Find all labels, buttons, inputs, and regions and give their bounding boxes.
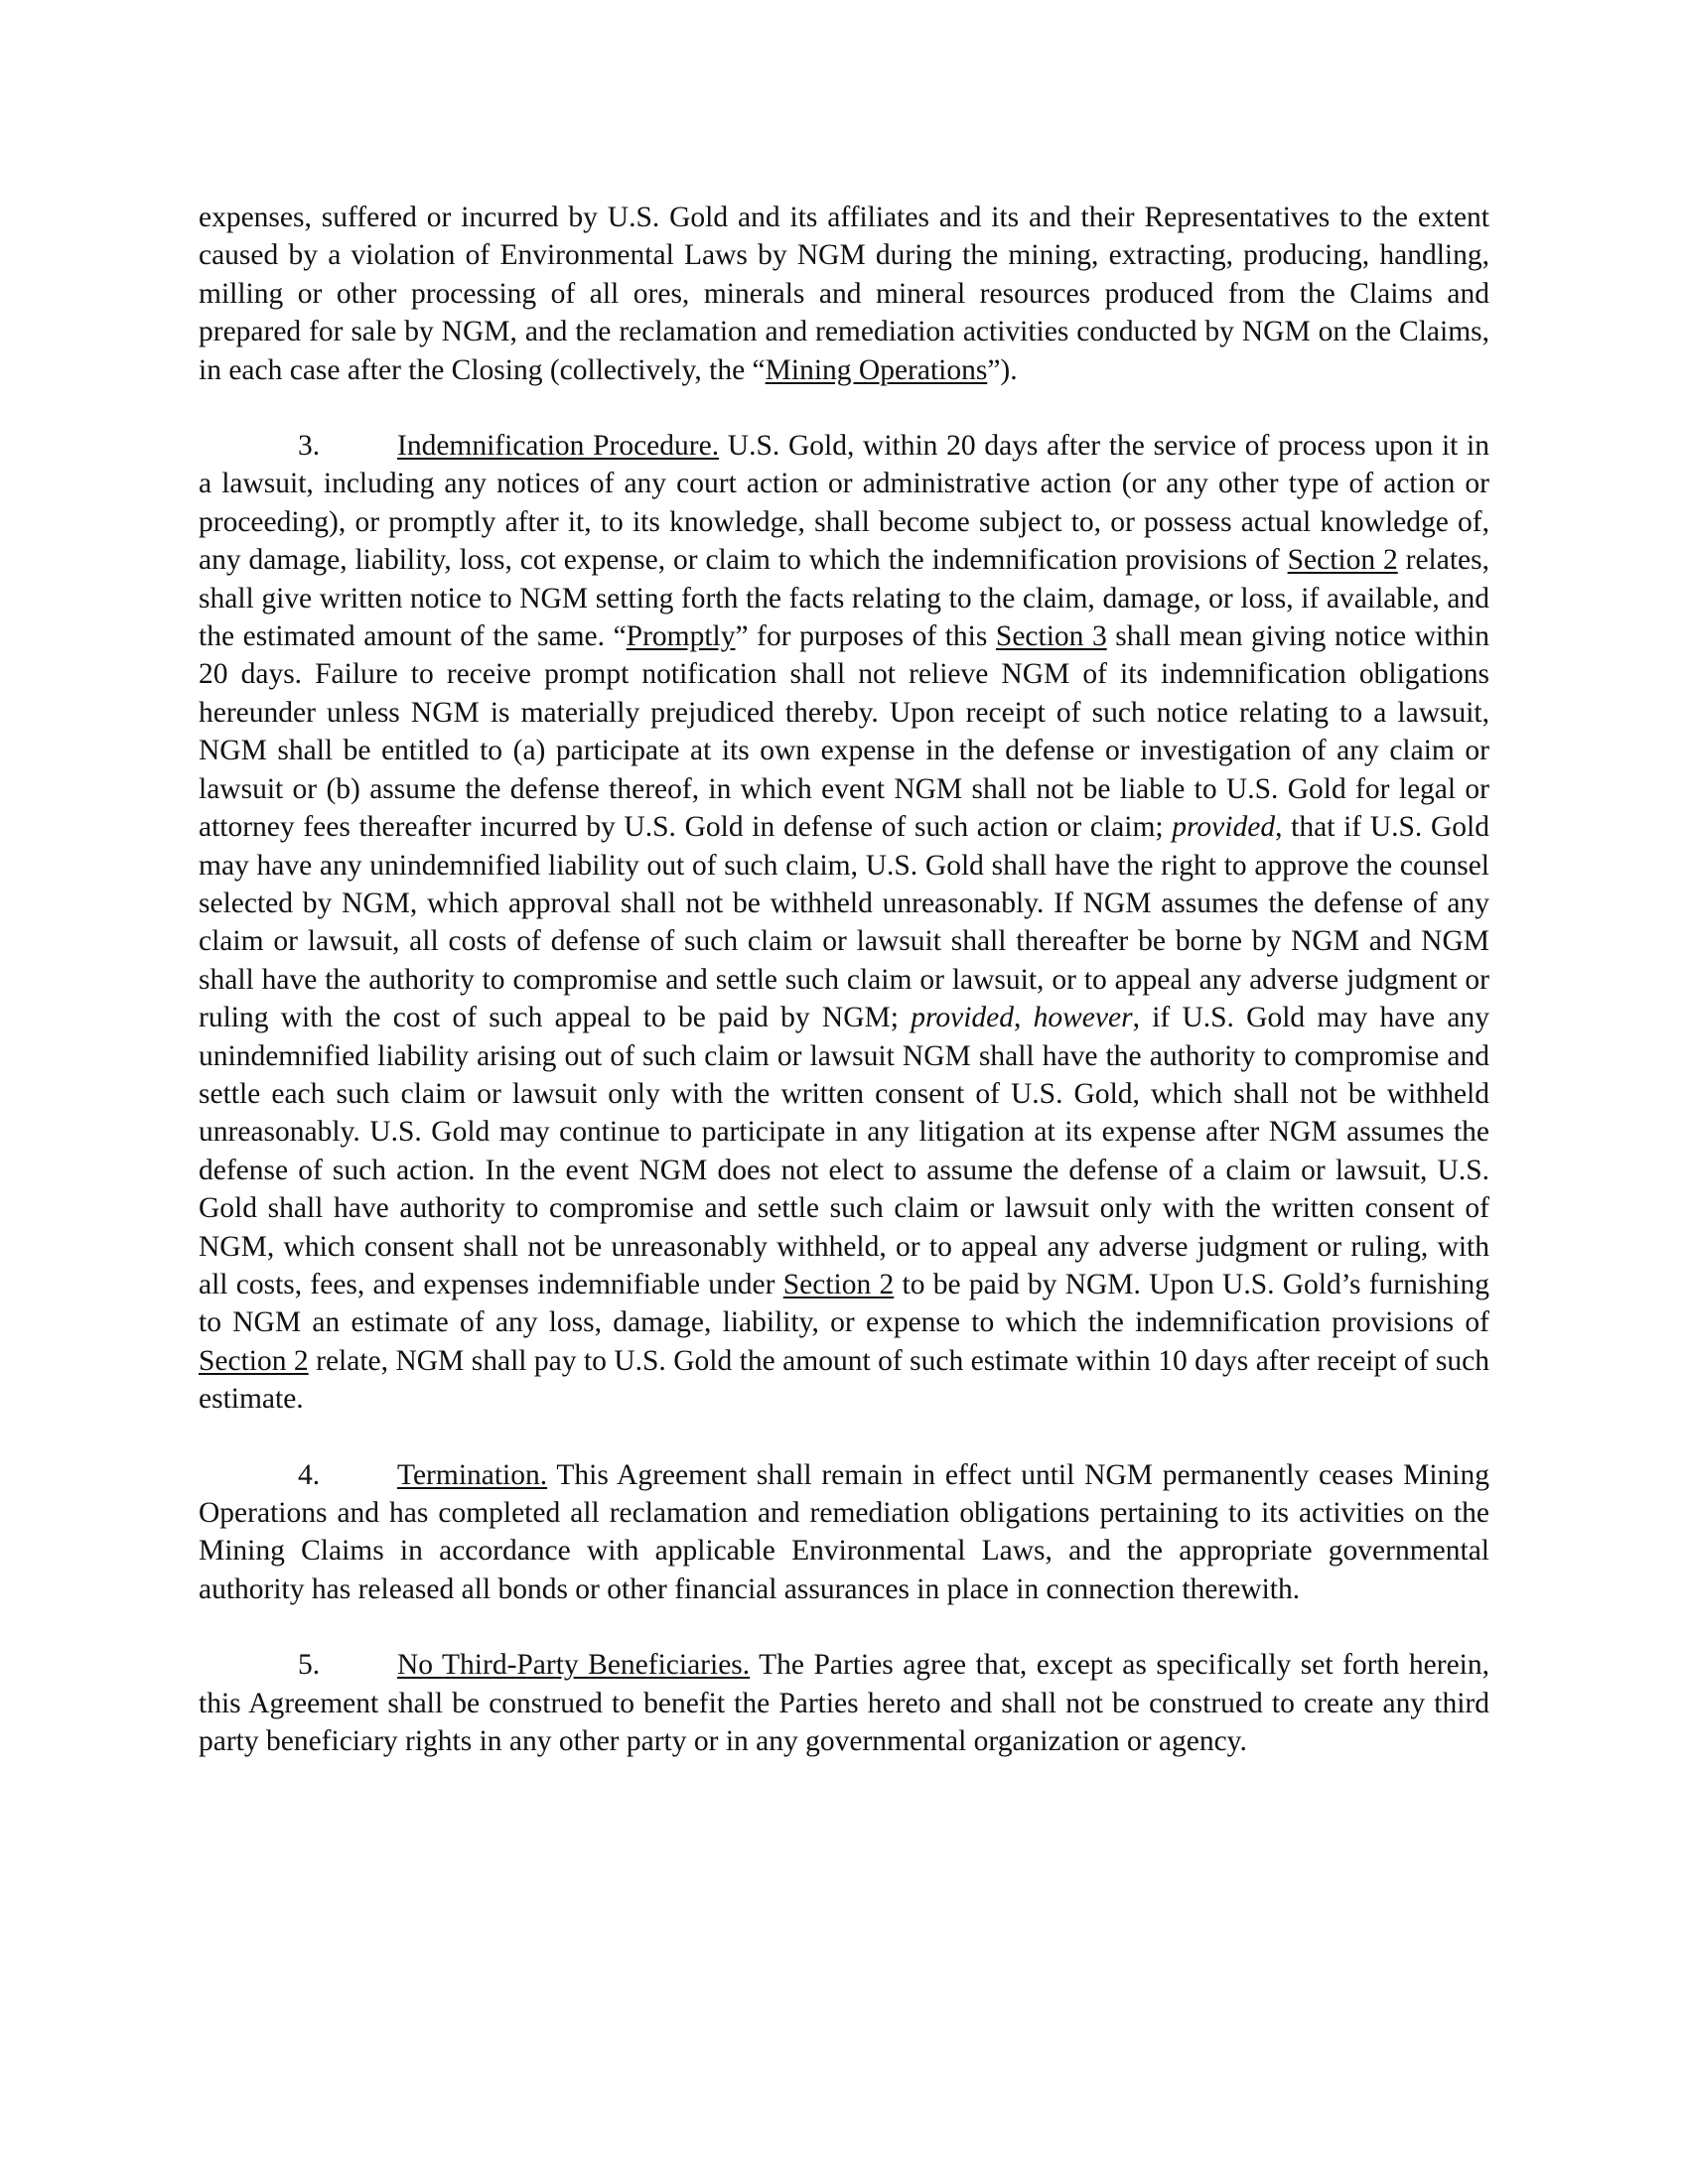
document-page: [199, 199, 1489, 1798]
defined-term-mining-operations: Mining Operations: [765, 353, 988, 386]
paragraph-text: relate, NGM shall pay to U.S. Gold the amount of such estimate within 10 days after receipt of such estimate.: [199, 1344, 1489, 1416]
paragraph-text: expenses, suffered or incurred by U.S. Gold and its affiliates and its and their Representatives to the extent caused by a violation of Environmental Laws by NGM during the mining, extracting, producing, handling, milling or other processing of all ores, minerals and mineral resources produced from the Claims and prepared for sale by NGM, and the reclamation and remediation activities conducted by NGM on the Claims, in each case after the Closing (collectively, the “: [199, 202, 1489, 386]
section-5-no-third-party-beneficiaries: [199, 1646, 1489, 1760]
section-4-termination: [199, 1456, 1489, 1609]
italic-term: provided: [911, 1002, 1014, 1034]
paragraph-text: , that if U.S. Gold may have any unindemnified liability out of such claim, U.S. Gold shall have the right to approve the counsel selected by NGM, which approval shall not be withheld unreasonably. If NGM assumes the defense of any claim or lawsuit, all costs of defense of such claim or lawsuit shall thereafter be borne by NGM and NGM shall have the authority to compromise and settle such claim or lawsuit, or to appeal any adverse judgment or ruling with the cost of such appeal to be paid by NGM;: [199, 811, 1489, 1034]
paragraph-continuation: [199, 199, 1489, 389]
paragraph-text: to be paid by NGM. Upon U.S. Gold’s furnishing to NGM an estimate of any loss, damage, liability, or expense to which the indemnification provisions of: [199, 1268, 1489, 1339]
paragraph-text: The Parties agree that, except as specifically set forth herein, this Agreement shall be construed to benefit the Parties hereto and shall not be construed to create any third party beneficiary rights in any other party or in any governmental organization or agency.: [199, 1649, 1490, 1758]
paragraph-text: shall mean giving notice within 20 days. Failure to receive prompt notification shall not relieve NGM of its indemnification obligations hereunder unless NGM is materially prejudiced thereby. Upon receipt of such notice relating to a lawsuit, NGM shall be entitled to (a) participate at its own expense in the defense or investigation of any claim or lawsuit or (b) assume the defense thereof, in which event NGM shall not be liable to U.S. Gold for legal or attorney fees thereafter incurred by U.S. Gold in defense of such action or claim;: [199, 620, 1490, 844]
paragraph-text: U.S. Gold, within 20 days after the service of process upon it in a lawsuit, including any notices of any court action or administrative action (or any other type of action or proceeding), or promptly after it, to its knowledge, shall become subject to, or possess actual knowledge of, any damage, liability, loss, cot expense, or claim to which the indemnification provisions of: [199, 430, 1489, 577]
defined-term-promptly: Promptly: [626, 620, 736, 653]
section-heading: No Third-Party Beneficiaries.: [397, 1649, 751, 1682]
section-number: 5.: [298, 1649, 321, 1682]
section-3-indemnification-procedure: [199, 427, 1489, 1419]
section-number: 4.: [298, 1458, 321, 1491]
section-reference: Section 2: [199, 1344, 309, 1377]
section-heading: Indemnification Procedure.: [397, 430, 720, 463]
paragraph-text: ,: [1014, 1002, 1034, 1034]
paragraph-text: , if U.S. Gold may have any unindemnified liability arising out of such claim or lawsuit NGM shall have the authority to compromise and settle each such claim or lawsuit only with the written consent of U.S. Gold, which shall not be withheld unreasonably. U.S. Gold may continue to participate in any litigation at its expense after NGM assumes the defense of such action. In the event NGM does not elect to assume the defense of a claim or lawsuit, U.S. Gold shall have authority to compromise and settle such claim or lawsuit only with the written consent of NGM, which consent shall not be unreasonably withheld, or to appeal any adverse judgment or ruling, with all costs, fees, and expenses indemnifiable under: [199, 1002, 1489, 1300]
section-number: 3.: [298, 430, 321, 463]
paragraph-text: This Agreement shall remain in effect until NGM permanently ceases Mining Operations and has completed all reclamation and remediation obligations pertaining to its activities on the Mining Claims in accordance with applicable Environmental Laws, and the appropriate governmental authority has released all bonds or other financial assurances in place in connection therewith.: [199, 1458, 1489, 1605]
section-reference: Section 2: [1287, 544, 1398, 577]
italic-term: provided: [1172, 811, 1276, 844]
section-heading: Termination.: [397, 1458, 548, 1491]
paragraph-text: ”).: [987, 353, 1018, 386]
paragraph-text: relates, shall give written notice to NGM setting forth the facts relating to the claim, damage, or loss, if available, and the estimated amount of the same. “: [199, 544, 1489, 653]
italic-term: however: [1033, 1002, 1133, 1034]
paragraph-text: ” for purposes of this: [735, 620, 996, 653]
section-reference: Section 3: [995, 620, 1107, 653]
section-reference: Section 2: [782, 1268, 895, 1300]
